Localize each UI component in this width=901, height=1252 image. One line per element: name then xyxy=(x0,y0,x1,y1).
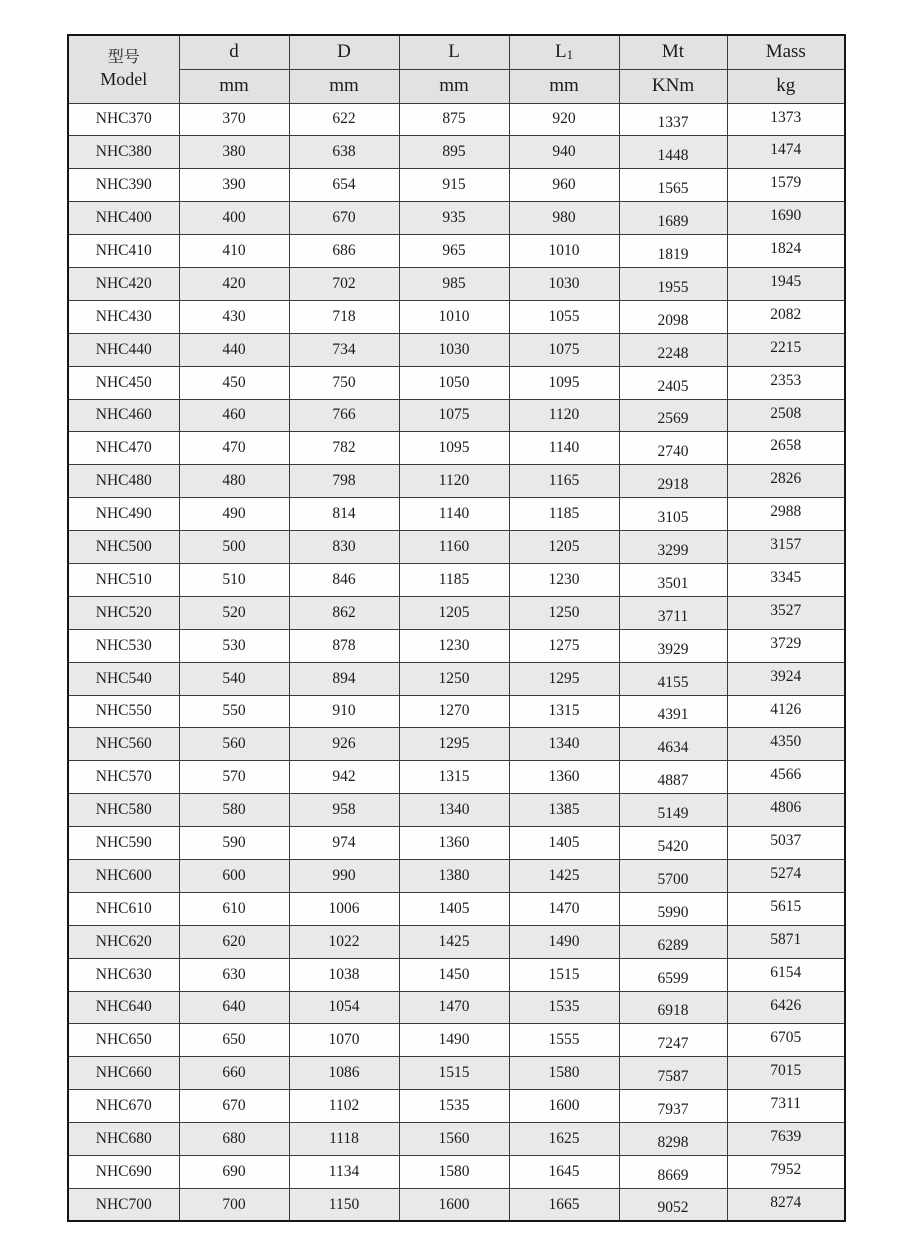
d-value-cell: 814 xyxy=(289,498,399,531)
mt-value-cell: 1337 xyxy=(619,103,727,136)
l-value-cell: 1030 xyxy=(399,333,509,366)
column-header-D xyxy=(289,35,399,69)
d-value-cell: 380 xyxy=(179,136,289,169)
mass-value-cell: 6426 xyxy=(727,991,845,1024)
model-cell: NHC560 xyxy=(68,728,179,761)
column-symbol: Mt xyxy=(661,41,685,63)
d-value-cell: 530 xyxy=(179,629,289,662)
unit-header-Mt: KNm xyxy=(619,69,727,103)
d-value-cell: 990 xyxy=(289,859,399,892)
d-value-cell: 686 xyxy=(289,235,399,268)
column-header-Mass xyxy=(727,35,845,69)
d-value-cell: 650 xyxy=(179,1024,289,1057)
l1-value-cell: 1185 xyxy=(509,498,619,531)
d-value-cell: 958 xyxy=(289,794,399,827)
l-value-cell: 965 xyxy=(399,235,509,268)
table-row xyxy=(68,827,845,860)
mt-value-cell: 5149 xyxy=(619,794,727,827)
l-value-cell: 1075 xyxy=(399,399,509,432)
d-value-cell: 878 xyxy=(289,629,399,662)
l-value-cell: 1490 xyxy=(399,1024,509,1057)
model-cell: NHC600 xyxy=(68,859,179,892)
l-value-cell: 1095 xyxy=(399,432,509,465)
model-cell: NHC470 xyxy=(68,432,179,465)
mass-value-cell: 3345 xyxy=(727,563,845,596)
l-value-cell: 1050 xyxy=(399,366,509,399)
d-value-cell: 390 xyxy=(179,169,289,202)
mt-value-cell: 3501 xyxy=(619,563,727,596)
d-value-cell: 734 xyxy=(289,333,399,366)
l1-value-cell: 1645 xyxy=(509,1156,619,1189)
table-row xyxy=(68,399,845,432)
model-cell: NHC400 xyxy=(68,202,179,235)
table-row xyxy=(68,300,845,333)
l-value-cell: 875 xyxy=(399,103,509,136)
d-value-cell: 1022 xyxy=(289,925,399,958)
table-row xyxy=(68,136,845,169)
l-value-cell: 1515 xyxy=(399,1057,509,1090)
mt-value-cell: 5990 xyxy=(619,892,727,925)
mass-value-cell: 1945 xyxy=(727,267,845,300)
l-value-cell: 1295 xyxy=(399,728,509,761)
l-value-cell: 1250 xyxy=(399,662,509,695)
mt-value-cell: 4155 xyxy=(619,662,727,695)
unit-header-L1: mm xyxy=(509,69,619,103)
l1-value-cell: 1340 xyxy=(509,728,619,761)
table-row xyxy=(68,169,845,202)
d-value-cell: 718 xyxy=(289,300,399,333)
model-cell: NHC580 xyxy=(68,794,179,827)
l-value-cell: 1450 xyxy=(399,958,509,991)
column-symbol: D xyxy=(337,41,351,63)
d-value-cell: 846 xyxy=(289,563,399,596)
table-row xyxy=(68,202,845,235)
l1-value-cell: 1665 xyxy=(509,1188,619,1221)
l-value-cell: 1405 xyxy=(399,892,509,925)
table-row xyxy=(68,761,845,794)
mass-value-cell: 2988 xyxy=(727,498,845,531)
l1-value-cell: 1600 xyxy=(509,1090,619,1123)
l-value-cell: 1185 xyxy=(399,563,509,596)
d-value-cell: 580 xyxy=(179,794,289,827)
l1-value-cell: 1360 xyxy=(509,761,619,794)
model-cell: NHC530 xyxy=(68,629,179,662)
d-value-cell: 894 xyxy=(289,662,399,695)
mass-value-cell: 6154 xyxy=(727,958,845,991)
table-row xyxy=(68,235,845,268)
l1-value-cell: 920 xyxy=(509,103,619,136)
d-value-cell: 750 xyxy=(289,366,399,399)
mass-value-cell: 8274 xyxy=(727,1188,845,1221)
table-row xyxy=(68,465,845,498)
d-value-cell: 440 xyxy=(179,333,289,366)
model-cell: NHC690 xyxy=(68,1156,179,1189)
column-header-L1 xyxy=(509,35,619,69)
column-header-Mt xyxy=(619,35,727,69)
mt-value-cell: 1448 xyxy=(619,136,727,169)
d-value-cell: 450 xyxy=(179,366,289,399)
d-value-cell: 1118 xyxy=(289,1123,399,1156)
l-value-cell: 1010 xyxy=(399,300,509,333)
model-cell: NHC650 xyxy=(68,1024,179,1057)
mass-value-cell: 1824 xyxy=(727,235,845,268)
mt-value-cell: 6599 xyxy=(619,958,727,991)
model-cell: NHC550 xyxy=(68,695,179,728)
l-value-cell: 935 xyxy=(399,202,509,235)
table-row xyxy=(68,1057,845,1090)
mt-value-cell: 1689 xyxy=(619,202,727,235)
mt-value-cell: 4634 xyxy=(619,728,727,761)
d-value-cell: 550 xyxy=(179,695,289,728)
column-symbol: L xyxy=(448,41,460,63)
d-value-cell: 1134 xyxy=(289,1156,399,1189)
table-row xyxy=(68,859,845,892)
d-value-cell: 862 xyxy=(289,596,399,629)
model-cell: NHC430 xyxy=(68,300,179,333)
table-row xyxy=(68,1188,845,1221)
model-label-en: Model xyxy=(100,69,148,89)
l1-value-cell: 1120 xyxy=(509,399,619,432)
model-cell: NHC460 xyxy=(68,399,179,432)
mt-value-cell: 1819 xyxy=(619,235,727,268)
l1-value-cell: 1205 xyxy=(509,531,619,564)
d-value-cell: 510 xyxy=(179,563,289,596)
l1-value-cell: 1625 xyxy=(509,1123,619,1156)
d-value-cell: 670 xyxy=(179,1090,289,1123)
l-value-cell: 1580 xyxy=(399,1156,509,1189)
table-header xyxy=(68,35,845,103)
mass-value-cell: 4126 xyxy=(727,695,845,728)
l-value-cell: 1140 xyxy=(399,498,509,531)
table-row xyxy=(68,662,845,695)
mt-value-cell: 3711 xyxy=(619,596,727,629)
mt-value-cell: 2740 xyxy=(619,432,727,465)
column-header-L xyxy=(399,35,509,69)
column-subscript: 1 xyxy=(566,46,574,62)
mt-value-cell: 9052 xyxy=(619,1188,727,1221)
mass-value-cell: 7639 xyxy=(727,1123,845,1156)
d-value-cell: 410 xyxy=(179,235,289,268)
column-symbol: L xyxy=(554,41,567,63)
l1-value-cell: 1295 xyxy=(509,662,619,695)
l1-value-cell: 1095 xyxy=(509,366,619,399)
l-value-cell: 915 xyxy=(399,169,509,202)
model-cell: NHC490 xyxy=(68,498,179,531)
unit-header-L: mm xyxy=(399,69,509,103)
mass-value-cell: 1373 xyxy=(727,103,845,136)
d-value-cell: 430 xyxy=(179,300,289,333)
model-cell: NHC380 xyxy=(68,136,179,169)
d-value-cell: 660 xyxy=(179,1057,289,1090)
mt-value-cell: 6289 xyxy=(619,925,727,958)
model-cell: NHC620 xyxy=(68,925,179,958)
table-row xyxy=(68,1024,845,1057)
mass-value-cell: 1690 xyxy=(727,202,845,235)
model-cell: NHC420 xyxy=(68,267,179,300)
table-row xyxy=(68,925,845,958)
mt-value-cell: 2248 xyxy=(619,333,727,366)
mass-value-cell: 2082 xyxy=(727,300,845,333)
l1-value-cell: 1385 xyxy=(509,794,619,827)
mass-value-cell: 1579 xyxy=(727,169,845,202)
table-body xyxy=(68,103,845,1221)
table-row xyxy=(68,103,845,136)
d-value-cell: 974 xyxy=(289,827,399,860)
l-value-cell: 1380 xyxy=(399,859,509,892)
model-cell: NHC510 xyxy=(68,563,179,596)
model-cell: NHC480 xyxy=(68,465,179,498)
d-value-cell: 630 xyxy=(179,958,289,991)
mt-value-cell: 7587 xyxy=(619,1057,727,1090)
d-value-cell: 590 xyxy=(179,827,289,860)
d-value-cell: 1038 xyxy=(289,958,399,991)
table-row xyxy=(68,695,845,728)
unit-header-d: mm xyxy=(179,69,289,103)
model-cell: NHC390 xyxy=(68,169,179,202)
table-row xyxy=(68,1090,845,1123)
mass-value-cell: 7952 xyxy=(727,1156,845,1189)
model-cell: NHC440 xyxy=(68,333,179,366)
d-value-cell: 400 xyxy=(179,202,289,235)
mt-value-cell: 3105 xyxy=(619,498,727,531)
table-row xyxy=(68,366,845,399)
l1-value-cell: 1055 xyxy=(509,300,619,333)
l1-value-cell: 1555 xyxy=(509,1024,619,1057)
mt-value-cell: 1955 xyxy=(619,267,727,300)
l-value-cell: 1270 xyxy=(399,695,509,728)
table-row xyxy=(68,728,845,761)
l1-value-cell: 1030 xyxy=(509,267,619,300)
d-value-cell: 830 xyxy=(289,531,399,564)
header-row-symbols xyxy=(68,35,845,69)
mass-value-cell: 3924 xyxy=(727,662,845,695)
d-value-cell: 540 xyxy=(179,662,289,695)
mass-value-cell: 1474 xyxy=(727,136,845,169)
model-cell: NHC700 xyxy=(68,1188,179,1221)
mass-value-cell: 2508 xyxy=(727,399,845,432)
d-value-cell: 700 xyxy=(179,1188,289,1221)
mass-value-cell: 7015 xyxy=(727,1057,845,1090)
table-row xyxy=(68,432,845,465)
l-value-cell: 1315 xyxy=(399,761,509,794)
l1-value-cell: 1515 xyxy=(509,958,619,991)
d-value-cell: 942 xyxy=(289,761,399,794)
l1-value-cell: 1580 xyxy=(509,1057,619,1090)
l1-value-cell: 960 xyxy=(509,169,619,202)
l1-value-cell: 1425 xyxy=(509,859,619,892)
l-value-cell: 1470 xyxy=(399,991,509,1024)
model-cell: NHC610 xyxy=(68,892,179,925)
table-row xyxy=(68,596,845,629)
l-value-cell: 985 xyxy=(399,267,509,300)
d-value-cell: 620 xyxy=(179,925,289,958)
l1-value-cell: 940 xyxy=(509,136,619,169)
l-value-cell: 895 xyxy=(399,136,509,169)
l-value-cell: 1535 xyxy=(399,1090,509,1123)
l1-value-cell: 1075 xyxy=(509,333,619,366)
model-cell: NHC670 xyxy=(68,1090,179,1123)
d-value-cell: 670 xyxy=(289,202,399,235)
l1-value-cell: 1405 xyxy=(509,827,619,860)
model-cell: NHC540 xyxy=(68,662,179,695)
l1-value-cell: 1230 xyxy=(509,563,619,596)
mt-value-cell: 7937 xyxy=(619,1090,727,1123)
model-cell: NHC640 xyxy=(68,991,179,1024)
l1-value-cell: 1315 xyxy=(509,695,619,728)
model-cell: NHC630 xyxy=(68,958,179,991)
l1-value-cell: 1275 xyxy=(509,629,619,662)
column-header-d xyxy=(179,35,289,69)
d-value-cell: 910 xyxy=(289,695,399,728)
mt-value-cell: 2569 xyxy=(619,399,727,432)
model-cell: NHC590 xyxy=(68,827,179,860)
d-value-cell: 600 xyxy=(179,859,289,892)
table-row xyxy=(68,1156,845,1189)
mt-value-cell: 2918 xyxy=(619,465,727,498)
model-cell: NHC660 xyxy=(68,1057,179,1090)
l1-value-cell: 1010 xyxy=(509,235,619,268)
l1-value-cell: 1535 xyxy=(509,991,619,1024)
mt-value-cell: 5420 xyxy=(619,827,727,860)
mass-value-cell: 7311 xyxy=(727,1090,845,1123)
d-value-cell: 520 xyxy=(179,596,289,629)
d-value-cell: 560 xyxy=(179,728,289,761)
mt-value-cell: 1565 xyxy=(619,169,727,202)
mass-value-cell: 5615 xyxy=(727,892,845,925)
model-column-header xyxy=(68,35,179,103)
d-value-cell: 690 xyxy=(179,1156,289,1189)
d-value-cell: 1054 xyxy=(289,991,399,1024)
d-value-cell: 702 xyxy=(289,267,399,300)
d-value-cell: 1086 xyxy=(289,1057,399,1090)
table-row xyxy=(68,498,845,531)
d-value-cell: 460 xyxy=(179,399,289,432)
d-value-cell: 370 xyxy=(179,103,289,136)
l-value-cell: 1600 xyxy=(399,1188,509,1221)
mt-value-cell: 8298 xyxy=(619,1123,727,1156)
mass-value-cell: 4566 xyxy=(727,761,845,794)
l-value-cell: 1205 xyxy=(399,596,509,629)
d-value-cell: 926 xyxy=(289,728,399,761)
l-value-cell: 1160 xyxy=(399,531,509,564)
table-row xyxy=(68,333,845,366)
mass-value-cell: 3157 xyxy=(727,531,845,564)
l1-value-cell: 980 xyxy=(509,202,619,235)
unit-header-Mass: kg xyxy=(727,69,845,103)
mt-value-cell: 3299 xyxy=(619,531,727,564)
l1-value-cell: 1490 xyxy=(509,925,619,958)
mass-value-cell: 6705 xyxy=(727,1024,845,1057)
d-value-cell: 1150 xyxy=(289,1188,399,1221)
table-row xyxy=(68,991,845,1024)
l-value-cell: 1560 xyxy=(399,1123,509,1156)
d-value-cell: 1006 xyxy=(289,892,399,925)
l1-value-cell: 1250 xyxy=(509,596,619,629)
mt-value-cell: 4391 xyxy=(619,695,727,728)
l-value-cell: 1360 xyxy=(399,827,509,860)
spec-table xyxy=(67,34,846,1222)
model-cell: NHC570 xyxy=(68,761,179,794)
l1-value-cell: 1165 xyxy=(509,465,619,498)
unit-header-D: mm xyxy=(289,69,399,103)
d-value-cell: 500 xyxy=(179,531,289,564)
mass-value-cell: 3729 xyxy=(727,629,845,662)
mt-value-cell: 8669 xyxy=(619,1156,727,1189)
mt-value-cell: 5700 xyxy=(619,859,727,892)
d-value-cell: 570 xyxy=(179,761,289,794)
d-value-cell: 470 xyxy=(179,432,289,465)
mass-value-cell: 5037 xyxy=(727,827,845,860)
table-row xyxy=(68,267,845,300)
column-symbol: Mass xyxy=(765,41,806,63)
model-cell: NHC680 xyxy=(68,1123,179,1156)
d-value-cell: 610 xyxy=(179,892,289,925)
mt-value-cell: 2098 xyxy=(619,300,727,333)
l-value-cell: 1425 xyxy=(399,925,509,958)
column-symbol: d xyxy=(229,41,239,63)
d-value-cell: 1070 xyxy=(289,1024,399,1057)
table-row xyxy=(68,629,845,662)
table-row xyxy=(68,958,845,991)
d-value-cell: 638 xyxy=(289,136,399,169)
l-value-cell: 1120 xyxy=(399,465,509,498)
d-value-cell: 480 xyxy=(179,465,289,498)
mass-value-cell: 2215 xyxy=(727,333,845,366)
mass-value-cell: 4806 xyxy=(727,794,845,827)
d-value-cell: 798 xyxy=(289,465,399,498)
model-cell: NHC520 xyxy=(68,596,179,629)
model-cell: NHC370 xyxy=(68,103,179,136)
table-row xyxy=(68,892,845,925)
mass-value-cell: 3527 xyxy=(727,596,845,629)
l-value-cell: 1230 xyxy=(399,629,509,662)
table-row xyxy=(68,531,845,564)
header-row-units xyxy=(68,69,845,103)
d-value-cell: 420 xyxy=(179,267,289,300)
d-value-cell: 680 xyxy=(179,1123,289,1156)
table-row xyxy=(68,794,845,827)
d-value-cell: 1102 xyxy=(289,1090,399,1123)
d-value-cell: 640 xyxy=(179,991,289,1024)
mt-value-cell: 3929 xyxy=(619,629,727,662)
mt-value-cell: 2405 xyxy=(619,366,727,399)
l1-value-cell: 1470 xyxy=(509,892,619,925)
d-value-cell: 766 xyxy=(289,399,399,432)
l1-value-cell: 1140 xyxy=(509,432,619,465)
table-row xyxy=(68,563,845,596)
model-label-zh: 型号 xyxy=(107,49,140,66)
table-row xyxy=(68,1123,845,1156)
d-value-cell: 782 xyxy=(289,432,399,465)
mass-value-cell: 5274 xyxy=(727,859,845,892)
d-value-cell: 622 xyxy=(289,103,399,136)
model-cell: NHC500 xyxy=(68,531,179,564)
d-value-cell: 654 xyxy=(289,169,399,202)
mass-value-cell: 2826 xyxy=(727,465,845,498)
mass-value-cell: 2353 xyxy=(727,366,845,399)
mt-value-cell: 6918 xyxy=(619,991,727,1024)
d-value-cell: 490 xyxy=(179,498,289,531)
mt-value-cell: 4887 xyxy=(619,761,727,794)
mt-value-cell: 7247 xyxy=(619,1024,727,1057)
l-value-cell: 1340 xyxy=(399,794,509,827)
mass-value-cell: 4350 xyxy=(727,728,845,761)
model-cell: NHC410 xyxy=(68,235,179,268)
mass-value-cell: 5871 xyxy=(727,925,845,958)
mass-value-cell: 2658 xyxy=(727,432,845,465)
model-cell: NHC450 xyxy=(68,366,179,399)
